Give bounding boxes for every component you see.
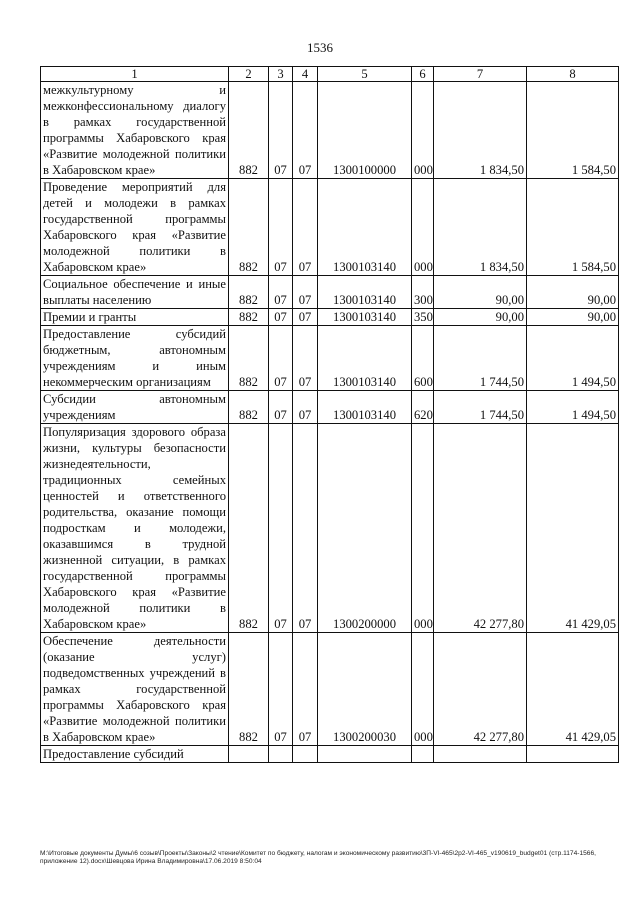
- col-2: 882: [229, 326, 269, 391]
- header-cell: 2: [229, 67, 269, 82]
- table-row: [41, 633, 619, 746]
- col-3: 07: [269, 276, 293, 309]
- col-6: 000: [412, 633, 434, 746]
- col-4: 07: [293, 309, 318, 326]
- col-5: [318, 746, 412, 763]
- row-name: Популяризация здорового образа жизни, культуры безопасности жизнедеятельности, традиционных семейных ценностей и ответственного родительства, оказание помощи подросткам и молодежи, оказавшимся в трудной жизненной ситуации, в рамках государственной программы Хабаровского края «Развитие молодежной политики в Хабаровском крае»: [41, 424, 229, 633]
- table-header-row: [41, 67, 619, 82]
- col-7: [434, 746, 527, 763]
- col-7: 1 744,50: [434, 391, 527, 424]
- header-cell: 7: [434, 67, 527, 82]
- row-name: Предоставление субсидий: [41, 746, 229, 763]
- col-4: 07: [293, 276, 318, 309]
- row-name: Проведение мероприятий для детей и молодежи в рамках государственной программы Хабаровского края «Развитие молодежной политики в Хабаровском крае»: [41, 179, 229, 276]
- row-name: межкультурному и межконфессиональному диалогу в рамках государственной программы Хабаровского края «Развитие молодежной политики в Хабаровском крае»: [41, 82, 229, 179]
- table-row: [41, 391, 619, 424]
- header-cell: 3: [269, 67, 293, 82]
- table-row: [41, 746, 619, 763]
- table-row: [41, 326, 619, 391]
- col-8: 1 494,50: [527, 326, 619, 391]
- col-5: 1300103140: [318, 309, 412, 326]
- col-6: 620: [412, 391, 434, 424]
- col-8: 90,00: [527, 309, 619, 326]
- header-cell: 1: [41, 67, 229, 82]
- col-3: 07: [269, 424, 293, 633]
- col-8: 1 584,50: [527, 179, 619, 276]
- col-8: 90,00: [527, 276, 619, 309]
- col-8: 1 584,50: [527, 82, 619, 179]
- col-8: 1 494,50: [527, 391, 619, 424]
- col-5: 1300103140: [318, 326, 412, 391]
- col-2: [229, 746, 269, 763]
- col-2: 882: [229, 391, 269, 424]
- header-cell: 6: [412, 67, 434, 82]
- col-4: 07: [293, 424, 318, 633]
- col-6: 600: [412, 326, 434, 391]
- col-6: 000: [412, 179, 434, 276]
- col-6: [412, 746, 434, 763]
- col-3: 07: [269, 326, 293, 391]
- col-8: [527, 746, 619, 763]
- col-2: 882: [229, 82, 269, 179]
- col-5: 1300103140: [318, 276, 412, 309]
- row-name: Социальное обеспечение и иные выплаты населению: [41, 276, 229, 309]
- col-7: 42 277,80: [434, 633, 527, 746]
- row-name: Субсидии автономным учреждениям: [41, 391, 229, 424]
- col-7: 90,00: [434, 276, 527, 309]
- col-2: 882: [229, 276, 269, 309]
- col-3: 07: [269, 179, 293, 276]
- table-row: [41, 276, 619, 309]
- col-5: 1300103140: [318, 179, 412, 276]
- col-5: 1300200000: [318, 424, 412, 633]
- col-2: 882: [229, 424, 269, 633]
- col-6: 350: [412, 309, 434, 326]
- col-3: [269, 746, 293, 763]
- col-4: 07: [293, 326, 318, 391]
- col-7: 1 834,50: [434, 82, 527, 179]
- col-6: 300: [412, 276, 434, 309]
- table-row: [41, 424, 619, 633]
- row-name: Предоставление субсидий бюджетным, автономным учреждениям и иным некоммерческим организациям: [41, 326, 229, 391]
- col-5: 1300200030: [318, 633, 412, 746]
- table-row: [41, 309, 619, 326]
- header-cell: 5: [318, 67, 412, 82]
- col-8: 41 429,05: [527, 633, 619, 746]
- col-5: 1300103140: [318, 391, 412, 424]
- col-7: 1 834,50: [434, 179, 527, 276]
- row-name: Премии и гранты: [41, 309, 229, 326]
- col-2: 882: [229, 633, 269, 746]
- page-number: 1536: [307, 40, 333, 55]
- col-3: 07: [269, 633, 293, 746]
- col-7: 1 744,50: [434, 326, 527, 391]
- table-row: [41, 179, 619, 276]
- col-4: 07: [293, 633, 318, 746]
- document-footer-path: М:\Итоговые документы Думы\6 созыв\Проекты\Законы\2 чтение\Комитет по бюджету, налогам и экономическому развитию\3П-VI-465\2р2-VI-465_v190619_budget01 (стр.1174-1566, приложение 12).docx\Шевцова Ирина Владимировна\17.06.2019 8:50:04: [40, 850, 596, 865]
- col-2: 882: [229, 309, 269, 326]
- col-4: 07: [293, 179, 318, 276]
- header-cell: 4: [293, 67, 318, 82]
- col-5: 1300100000: [318, 82, 412, 179]
- col-4: [293, 746, 318, 763]
- col-6: 000: [412, 424, 434, 633]
- table-row: [41, 82, 619, 179]
- budget-table: [40, 66, 619, 763]
- col-3: 07: [269, 391, 293, 424]
- col-3: 07: [269, 82, 293, 179]
- col-4: 07: [293, 82, 318, 179]
- col-3: 07: [269, 309, 293, 326]
- col-7: 42 277,80: [434, 424, 527, 633]
- col-4: 07: [293, 391, 318, 424]
- col-6: 000: [412, 82, 434, 179]
- col-2: 882: [229, 179, 269, 276]
- col-7: 90,00: [434, 309, 527, 326]
- row-name: Обеспечение деятельности (оказание услуг) подведомственных учреждений в рамках государственной программы Хабаровского края «Развитие молодежной политики в Хабаровском крае»: [41, 633, 229, 746]
- col-8: 41 429,05: [527, 424, 619, 633]
- header-cell: 8: [527, 67, 619, 82]
